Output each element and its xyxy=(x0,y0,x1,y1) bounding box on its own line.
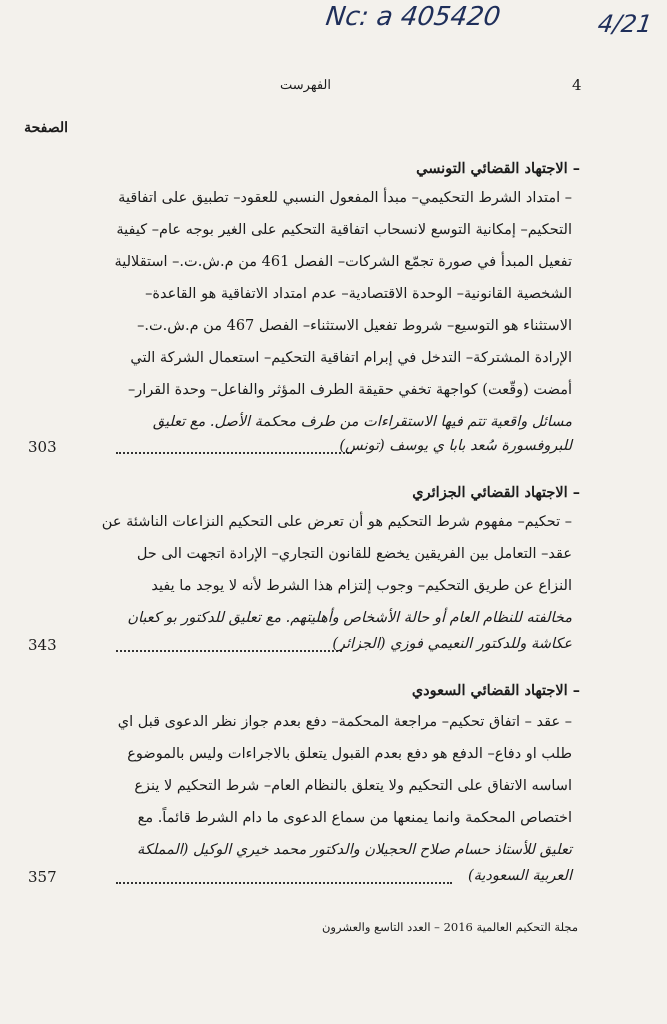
body-line: التحكيم– إمكانية التوسع لانسحاب اتفاقية التحكيم على الغير بوجه عام– كيفية xyxy=(116,222,572,238)
page-reference: 343 xyxy=(28,636,57,654)
section-body-tunisian xyxy=(80,182,572,438)
body-line: – امتداد الشرط التحكيمي– مبدأ المفعول النسبي للعقود– تطبيق على اتفاقية xyxy=(118,190,572,206)
section-body-saudi xyxy=(80,706,572,866)
body-line: – عقد – اتفاق تحكيم– مراجعة المحكمة– دفع بعدم جواز نظر الدعوى قبل اي xyxy=(117,714,572,730)
journal-footer: مجلة التحكيم العالمية 2016 – العدد التاسع والعشرون xyxy=(321,920,578,934)
commentary-author: العربية السعودية) xyxy=(467,868,572,884)
page-reference: 357 xyxy=(28,868,57,886)
body-line: أمضت (وقّعت) كواجهة تخفي حقيقة الطرف المؤثر والفاعل– وحدة القرار– xyxy=(127,382,572,398)
running-header-title: الفهرست xyxy=(280,78,331,93)
page-number: 4 xyxy=(572,76,582,94)
body-line: طلب او دفاع– الدفع هو دفع بعدم القبول يتعلق بالاجراءات وليس بالموضوع xyxy=(127,746,572,762)
body-line: الاستثناء هو التوسيع– شروط تفعيل الاستثناء– الفصل 467 من م.ش.ت.– xyxy=(137,318,572,334)
body-line: تعليق للأستاذ حسام صلاح الحجيلان والدكتور محمد خيري الوكيل (المملكة xyxy=(137,842,572,858)
body-line: الشخصية القانونية– الوحدة الاقتصادية– عدم امتداد الاتفاقية هو القاعدة– xyxy=(145,286,572,302)
section-heading-algerian: – الاجتهاد القضائي الجزائري xyxy=(412,484,580,501)
commentary-author: للبروفسورة سُعد بابا ي يوسف (تونس) xyxy=(339,438,572,454)
dot-leader xyxy=(116,452,352,454)
toc-entry-saudi xyxy=(28,868,572,892)
handwritten-page-fraction: 4/21 xyxy=(596,10,654,38)
section-heading-tunisian: – الاجتهاد القضائي التونسي xyxy=(416,160,580,177)
dot-leader xyxy=(116,882,452,884)
section-heading-saudi: – الاجتهاد القضائي السعودي xyxy=(411,682,580,699)
page-column-heading: الصفحة xyxy=(24,120,68,136)
page-reference: 303 xyxy=(28,438,57,456)
handwritten-catalog-code: Nc: a 405420 xyxy=(323,2,503,32)
body-line: مخالفته للنظام العام أو حالة الأشخاص وأهليتهم. مع تعليق للدكتور بو كعبان xyxy=(127,610,572,626)
dot-leader xyxy=(116,650,342,652)
body-line: عقد– التعامل بين الفريقين يخضع للقانون التجاري– الإرادة اتجهت الى حل xyxy=(136,546,572,562)
commentary-author: عكاشة وللدكتور النعيمي فوزي (الجزائر) xyxy=(332,636,572,652)
body-line: اساسه الاتفاق على التحكيم ولا يتعلق بالنظام العام– شرط التحكيم لا ينزع xyxy=(134,778,572,794)
toc-entry-algerian xyxy=(28,636,572,660)
body-line: مسائل واقعية تتم فيها الاستقراءات من طرف محكمة الأصل. مع تعليق xyxy=(152,414,572,430)
body-line: اختصاص المحكمة وانما يمنعها من سماع الدعوى ما دام الشرط قائماً. مع xyxy=(137,810,572,826)
section-body-algerian xyxy=(80,506,572,634)
body-line: النزاع عن طريق التحكيم– وجوب إلتزام هذا الشرط لأنه لا يوجد ما يفيد xyxy=(151,578,572,594)
toc-entry-tunisian xyxy=(28,438,572,462)
body-line: الإرادة المشتركة– التدخل في إبرام اتفاقية التحكيم– استعمال الشركة التي xyxy=(130,350,572,366)
body-line: تفعيل المبدأ في صورة تجمّع الشركات– الفصل 461 من م.ش.ت.– استقلالية xyxy=(114,254,572,270)
body-line: – تحكيم– مفهوم شرط التحكيم هو أن تعرض على التحكيم النزاعات الناشئة عن xyxy=(101,514,572,530)
